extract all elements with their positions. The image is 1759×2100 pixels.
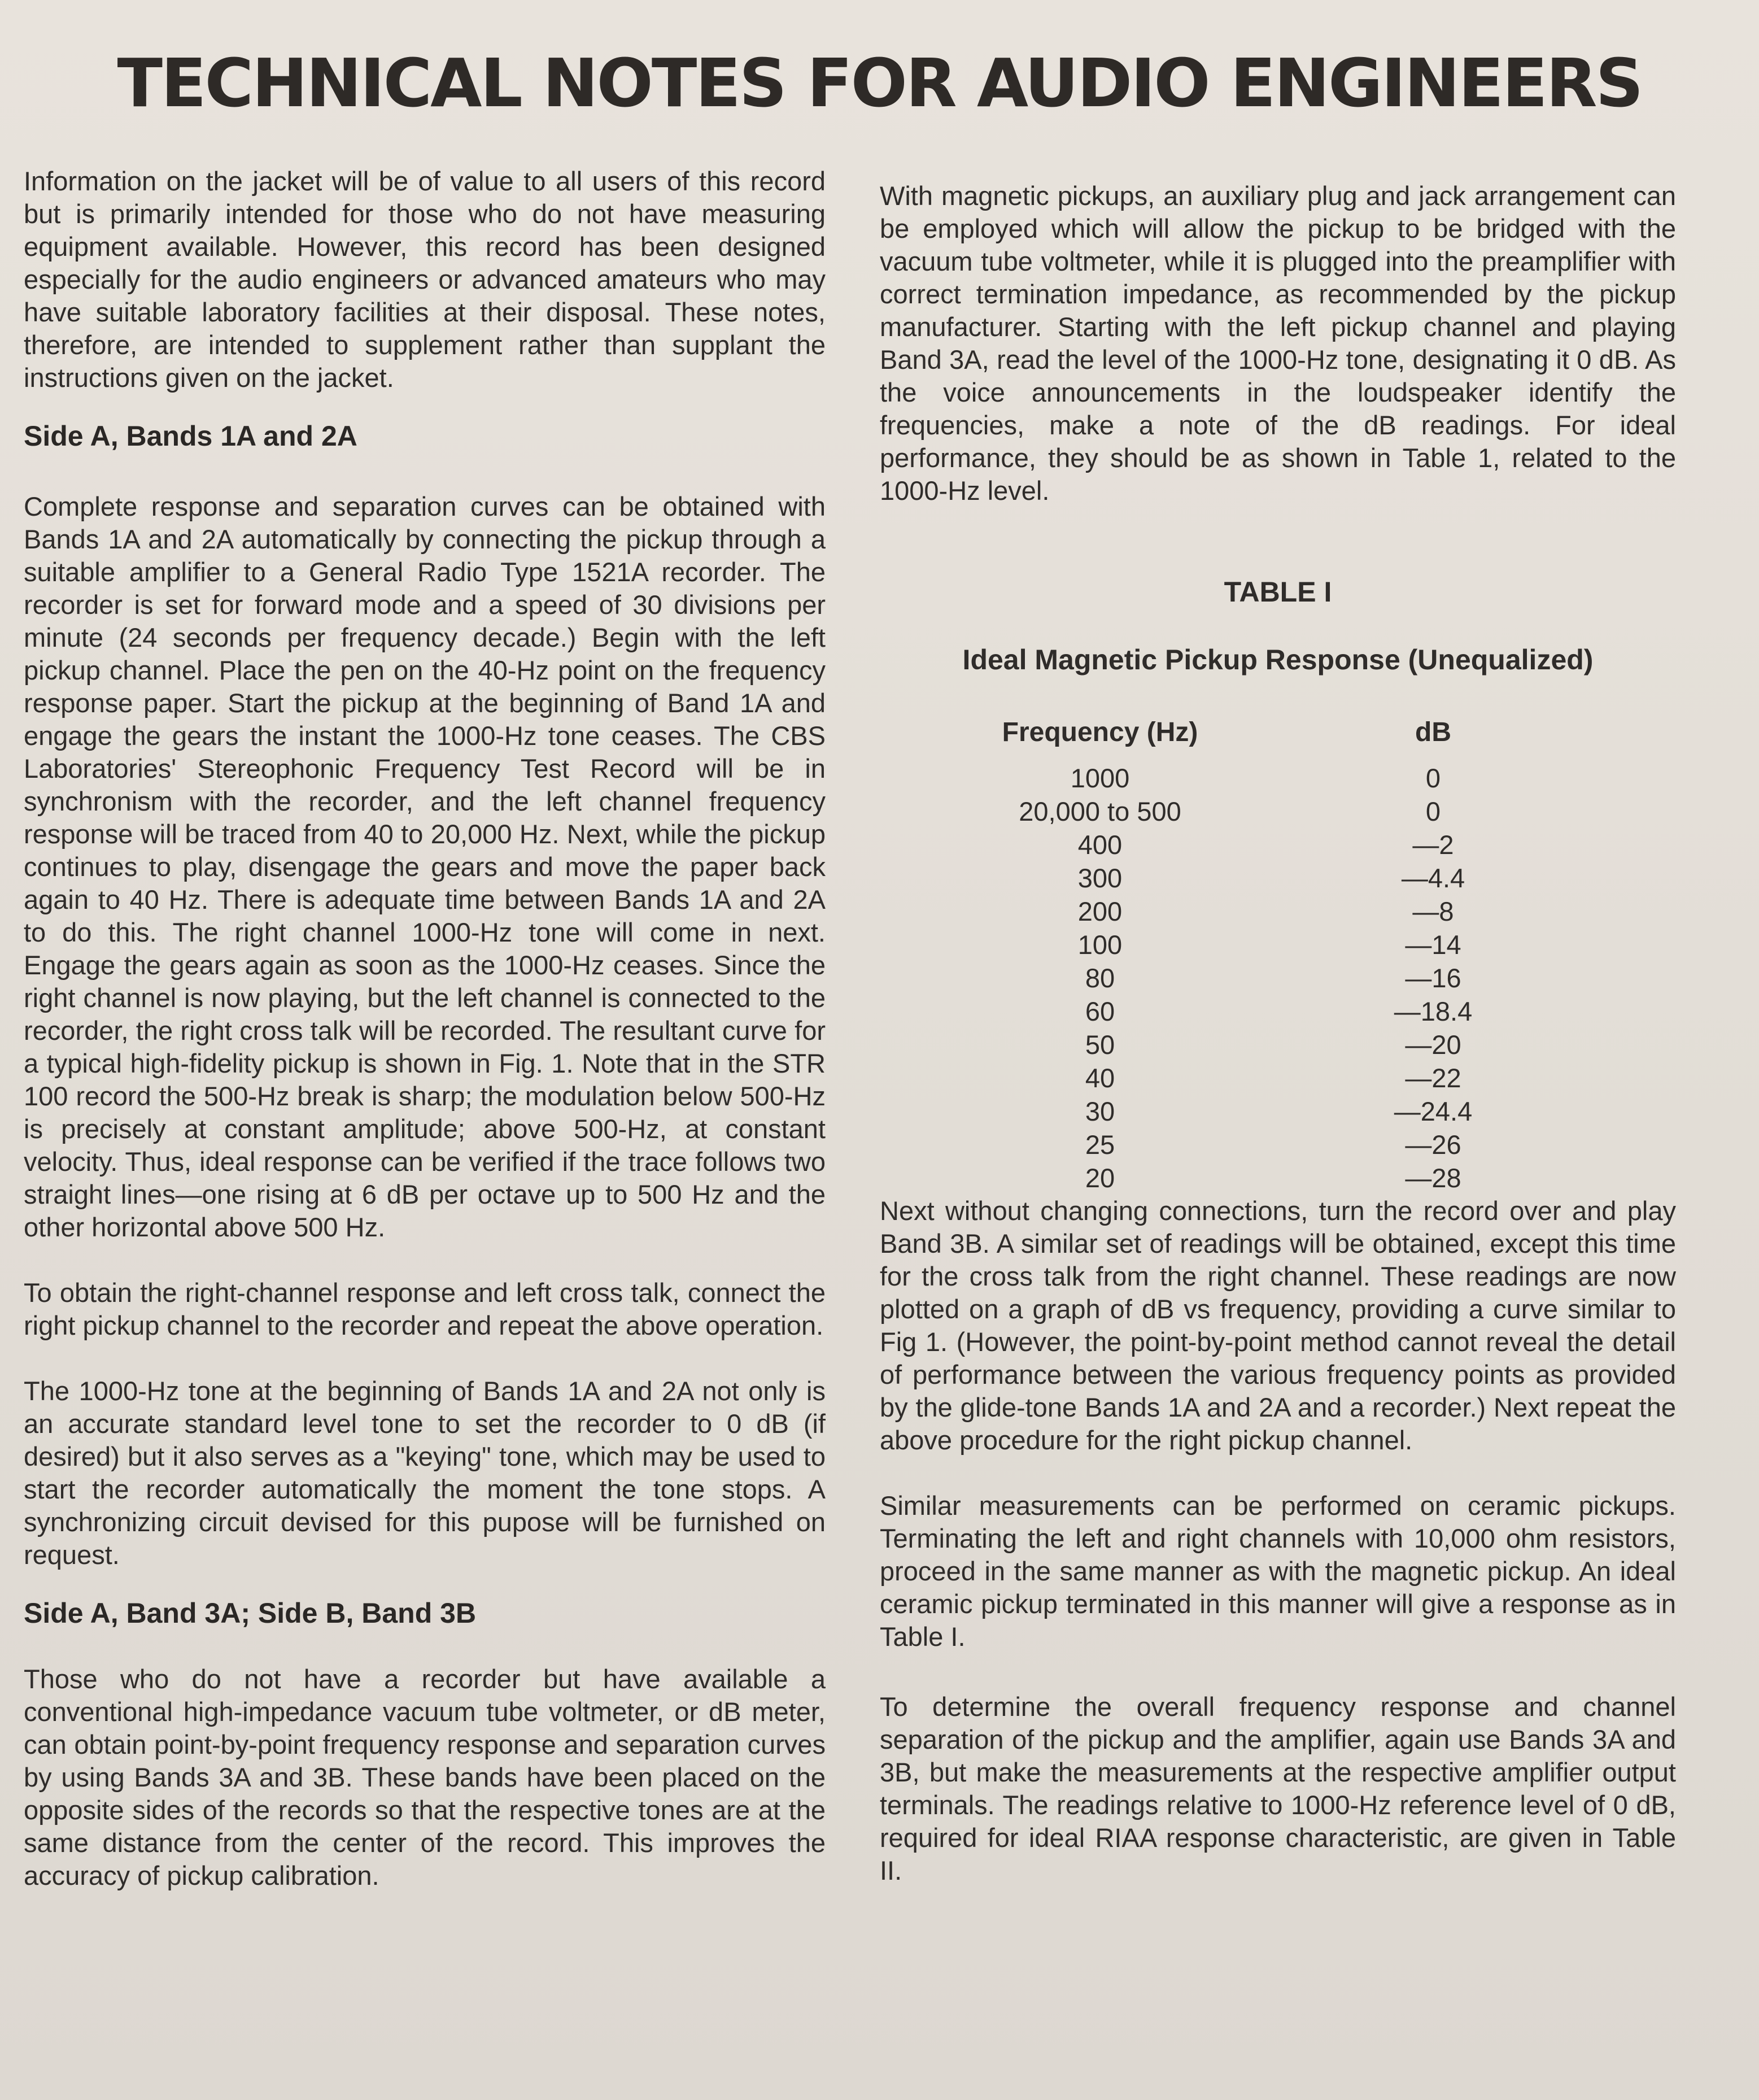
frequency-cell: 40: [1085, 1062, 1115, 1093]
frequency-cell: 400: [1077, 829, 1123, 860]
table-row: [964, 928, 1631, 961]
paragraph-recorder-procedure: Complete response and separation curves can be obtained with Bands 1A and 2A automatically by connecting the pickup through a suitable amplifier to a General Radio Type 1521A recorder. The recorder is set for forward mode and a speed of 30 divisions per minute (24 seconds per frequency decade.) Begin with the left pickup channel. Place the pen on the 40-Hz point on the frequency response paper. Start the pickup at the beginning of Band 1A and engage the gears the instant the 1000-Hz tone ceases. The CBS Laboratories' Stereophonic Frequency Test Record will be in synchronism with the recorder, and the left channel frequency response will be traced from 40 to 20,000 Hz. Next, while the pickup continues to play, disengage the gears and move the paper back again to 40 Hz. There is adequate time between Bands 1A and 2A to do this. The right channel 1000-Hz tone will come in next. Engage the gears again as soon as the 1000-Hz ceases. Since the right channel is now playing, but the left channel is connected to the recorder, the right cross talk will be recorded. The resultant curve for a typical high-fidelity pickup is shown in Fig. 1. Note that in the STR 100 record the 500-Hz break is sharp; the modulation below 500-Hz is precisely at constant amplitude; above 500-Hz, at constant velocity. Thus, ideal response can be verified if the trace follows two straight lines—one rising at 6 dB per octave up to 500 Hz and the other horizontal above 500 Hz.: [24, 491, 826, 1242]
section-heading-band-3a-3b: Side A, Band 3A; Side B, Band 3B: [24, 1597, 477, 1629]
header-db: dB: [1415, 717, 1451, 747]
table-row: [964, 828, 1631, 861]
db-cell: —4.4: [1401, 862, 1465, 893]
table-row: [964, 1128, 1631, 1161]
db-cell: —22: [1405, 1062, 1461, 1093]
intro-paragraph: Information on the jacket will be of value to all users of this record but is primarily intended for those who do not have measuring equipment available. However, this record has been designed especially for the audio engineers or advanced amateurs who may have suitable laboratory facilities at their disposal. These notes, therefore, are intended to supplement rather than supplant the instructions given on the jacket.: [24, 166, 826, 393]
page-title: TECHNICAL NOTES FOR AUDIO ENGINEERS: [117, 44, 1642, 122]
left-column: [24, 165, 826, 1892]
frequency-cell: 300: [1077, 862, 1123, 893]
table-row: [964, 1028, 1631, 1061]
db-cell: —2: [1412, 829, 1454, 860]
paragraph-magnetic-pickups: With magnetic pickups, an auxiliary plug and jack arrangement can be employed which will allow the pickup to be bridged with the vacuum tube voltmeter, while it is plugged into the preamplifier with correct termination impedance, as recommended by the pickup manufacturer. Starting with the left pickup channel and playing Band 3A, read the level of the 1000-Hz tone, designating it 0 dB. As the voice announcements in the loudspeaker identify the frequencies, make a note of the dB readings. For ideal performance, they should be as shown in Table 1, related to the 1000-Hz level.: [880, 181, 1676, 506]
table-row: [964, 861, 1631, 895]
db-cell: 0: [1425, 763, 1441, 793]
db-cell: —16: [1405, 962, 1461, 993]
paragraph-keying-tone: The 1000-Hz tone at the beginning of Bands 1A and 2A not only is an accurate standard level tone to set the recorder to 0 dB (if desired) but it also serves as a "keying" tone, which may be used to start the recorder automatically the moment the tone stops. A synchronizing circuit devised for this pupose will be furnished on request.: [24, 1376, 826, 1570]
frequency-cell: 60: [1085, 996, 1115, 1026]
frequency-cell: 80: [1085, 962, 1115, 993]
table-subtitle: Ideal Magnetic Pickup Response (Unequalized): [962, 644, 1594, 676]
db-cell: —14: [1405, 929, 1461, 960]
frequency-cell: 1000: [1070, 763, 1130, 793]
paragraph-right-channel: To obtain the right-channel response and left cross talk, connect the right pickup channel to the recorder and repeat the above operation.: [24, 1278, 826, 1340]
frequency-cell: 20,000 to 500: [1019, 796, 1181, 826]
table-title: TABLE I: [1224, 576, 1332, 608]
frequency-cell: 200: [1077, 896, 1123, 926]
header-frequency: Frequency (Hz): [1002, 717, 1198, 747]
db-cell: 0: [1425, 796, 1441, 826]
table-row: [964, 1061, 1631, 1095]
table-row: [964, 761, 1631, 795]
table-row: [964, 1161, 1631, 1195]
frequency-cell: 25: [1085, 1129, 1115, 1160]
frequency-cell: 20: [1085, 1162, 1115, 1193]
db-cell: —18.4: [1394, 996, 1473, 1026]
db-cell: —20: [1405, 1029, 1461, 1060]
table-row: [964, 995, 1631, 1028]
table-row: [964, 1095, 1631, 1128]
right-column: [880, 180, 1676, 1887]
table-header-row: [964, 716, 1631, 761]
frequency-cell: 30: [1085, 1096, 1115, 1126]
paragraph-band-3b: Next without changing connections, turn the record over and play Band 3B. A similar set of readings will be obtained, except this time for the cross talk from the right channel. These readings are now plotted on a graph of dB vs frequency, providing a curve similar to Fig 1. (However, the point-by-point method cannot reveal the detail of performance between the various frequency points as provided by the glide-tone Bands 1A and 2A and a recorder.) Next repeat the above procedure for the right pickup channel.: [880, 1196, 1676, 1455]
paragraph-overall-response: To determine the overall frequency response and channel separation of the pickup and the amplifier, again use Bands 3A and 3B, but make the measurements at the respective amplifier output terminals. The readings relative to 1000-Hz reference level of 0 dB, required for ideal RIAA response characteristic, are given in Table II.: [880, 1692, 1676, 1885]
db-cell: —24.4: [1394, 1096, 1473, 1126]
db-cell: —8: [1412, 896, 1454, 926]
response-table: [964, 716, 1631, 1195]
section-heading-bands-1a-2a: Side A, Bands 1A and 2A: [24, 420, 357, 452]
table-row: [964, 895, 1631, 928]
table-row: [964, 961, 1631, 995]
frequency-cell: 100: [1077, 929, 1123, 960]
frequency-cell: 50: [1085, 1029, 1115, 1060]
db-cell: —28: [1405, 1162, 1461, 1193]
db-cell: —26: [1405, 1129, 1461, 1160]
paragraph-point-by-point: Those who do not have a recorder but have available a conventional high-impedance vacuum tube voltmeter, or dB meter, can obtain point-by-point frequency response and separation curves by using Bands 3A and 3B. These bands have been placed on the opposite sides of the records so that the respective tones are at the same distance from the center of the record. This improves the accuracy of pickup calibration.: [24, 1664, 826, 1890]
table-row: [964, 795, 1631, 828]
paragraph-ceramic-pickups: Similar measurements can be performed on ceramic pickups. Terminating the left and right channels with 10,000 ohm resistors, proceed in the same manner as with the magnetic pickup. An ideal ceramic pickup terminated in this manner will give a response as in Table I.: [880, 1491, 1676, 1652]
table-i-block: [880, 575, 1676, 1195]
